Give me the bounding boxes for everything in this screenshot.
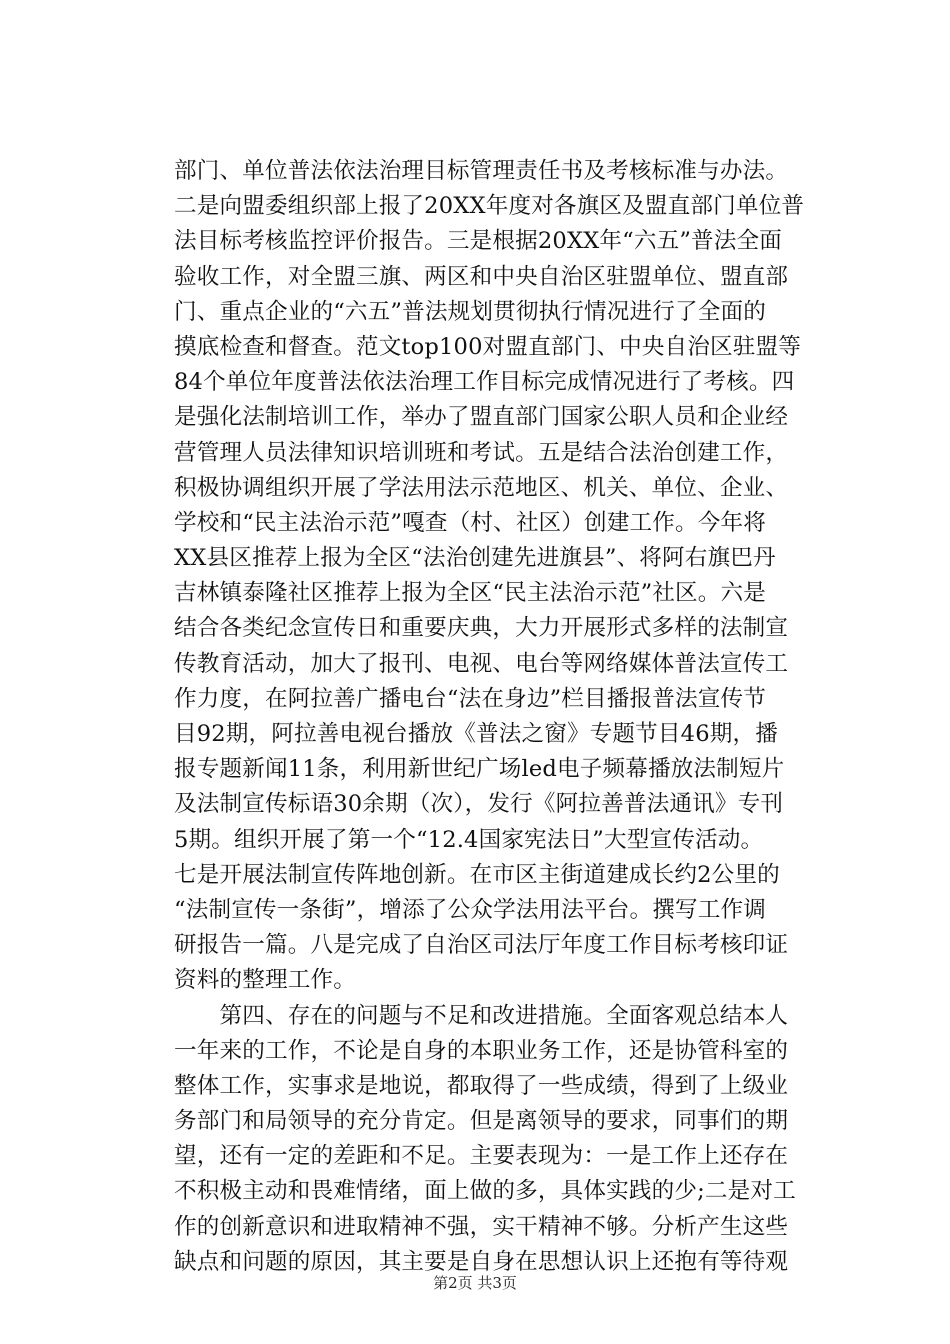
text-line: 作力度，在阿拉善广播电台“法在身边”栏目播报普法宣传节 bbox=[174, 685, 766, 712]
page-number-footer: 第2页 共3页 bbox=[433, 1274, 517, 1292]
text-line: XX县区推荐上报为全区“法治创建先进旗县”、将阿右旗巴丹 bbox=[174, 545, 776, 572]
text-line: 积极协调组织开展了学法用法示范地区、机关、单位、企业、 bbox=[174, 474, 789, 501]
text-line: 吉林镇泰隆社区推荐上报为全区“民主法治示范”社区。六是 bbox=[174, 580, 766, 607]
text-line: 资料的整理工作。 bbox=[174, 967, 356, 994]
text-line: 摸底检查和督查。范文top100对盟直部门、中央自治区驻盟等 bbox=[174, 333, 802, 360]
text-line: “法制宣传一条街”，增添了公众学法用法平台。撰写工作调 bbox=[174, 896, 766, 923]
text-line: 法目标考核监控评价报告。三是根据20XX年“六五”普法全面 bbox=[174, 228, 783, 255]
body-text bbox=[174, 154, 805, 1280]
text-line: 是强化法制培训工作，举办了盟直部门国家公职人员和企业经 bbox=[174, 404, 789, 431]
text-line: 5期。组织开展了第一个“12.4国家宪法日”大型宣传活动。 bbox=[174, 826, 764, 853]
text-line: 验收工作，对全盟三旗、两区和中央自治区驻盟单位、盟直部 bbox=[174, 263, 789, 290]
text-line: 研报告一篇。八是完成了自治区司法厅年度工作目标考核印证 bbox=[174, 932, 789, 959]
text-line: 一年来的工作，不论是自身的本职业务工作，还是协管科室的 bbox=[174, 1037, 789, 1064]
text-line: 部门、单位普法依法治理目标管理责任书及考核标准与办法。 bbox=[174, 158, 789, 184]
text-line: 作的创新意识和进取精神不强，实干精神不够。分析产生这些 bbox=[174, 1213, 789, 1240]
text-line: 望，还有一定的差距和不足。主要表现为：一是工作上还存在 bbox=[174, 1143, 789, 1170]
text-line: 目92期，阿拉善电视台播放《普法之窗》专题节目46期，播 bbox=[174, 721, 778, 747]
text-line: 结合各类纪念宣传日和重要庆典，大力开展形式多样的法制宣 bbox=[174, 615, 789, 642]
text-line: 学校和“民主法治示范”嘎查（村、社区）创建工作。今年将 bbox=[174, 509, 766, 536]
text-line: 及法制宣传标语30余期（次），发行《阿拉善普法通讯》专刊 bbox=[174, 791, 784, 818]
text-line: 整体工作，实事求是地说，都取得了一些成绩，得到了上级业 bbox=[174, 1072, 789, 1099]
text-line: 务部门和局领导的充分肯定。但是离领导的要求，同事们的期 bbox=[174, 1108, 789, 1135]
text-line: 不积极主动和畏难情绪，面上做的多，具体实践的少;二是对工 bbox=[174, 1178, 796, 1205]
text-line: 二是向盟委组织部上报了20XX年度对各旗区及盟直部门单位普 bbox=[174, 193, 805, 220]
text-line: 七是开展法制宣传阵地创新。在市区主街道建成长约2公里的 bbox=[174, 861, 780, 888]
paragraph-start-line: 第四、存在的问题与不足和改进措施。全面客观总结本人 bbox=[174, 1002, 789, 1029]
text-line: 报专题新闻11条，利用新世纪广场led电子频幕播放法制短片 bbox=[174, 756, 785, 783]
text-line: 传教育活动，加大了报刊、电视、电台等网络媒体普法宣传工 bbox=[174, 650, 789, 677]
text-line: 营管理人员法律知识培训班和考试。五是结合法治创建工作， bbox=[174, 439, 789, 466]
text-line: 门、重点企业的“六五”普法规划贯彻执行情况进行了全面的 bbox=[174, 298, 766, 325]
text-line: 84个单位年度普法依法治理工作目标完成情况进行了考核。四 bbox=[174, 369, 795, 396]
text-line: 缺点和问题的原因，其主要是自身在思想认识上还抱有等待观 bbox=[174, 1248, 789, 1275]
